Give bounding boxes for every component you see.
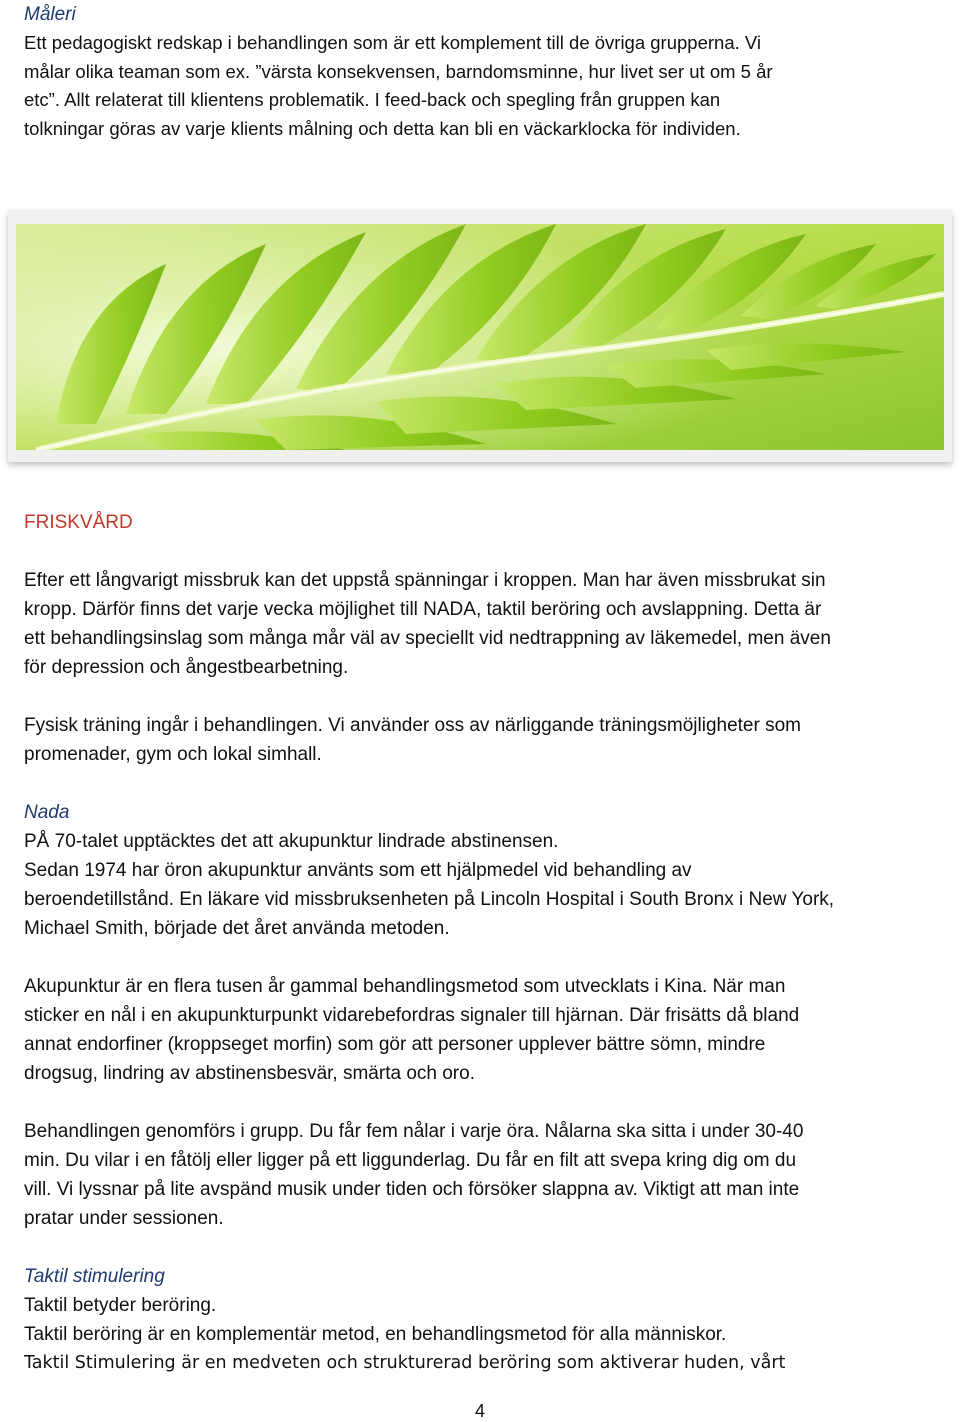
- friskvard-p1-line-3: ett behandlingsinslag som många mår väl av speciellt vid nedtrappning av läkemedel, men även: [24, 628, 831, 649]
- friskvard-heading: FRISKVÅRD: [24, 512, 133, 533]
- nada-p2-line-2: sticker en nål i en akupunkturpunkt vidarebefordras signaler till hjärnan. Där frisätts då bland: [24, 1005, 800, 1026]
- maleri-section: [24, 0, 773, 143]
- taktil-heading: Taktil stimulering: [24, 1266, 165, 1287]
- nada-p2-line-4: drogsug, lindring av abstinensbesvär, smärta och oro.: [24, 1063, 475, 1084]
- maleri-line-4: tolkningar göras av varje klients målning och detta kan bli en väckarklocka för individen.: [24, 117, 741, 139]
- friskvard-p1-line-1: Efter ett långvarigt missbruk kan det uppstå spänningar i kroppen. Man har även missbrukat sin: [24, 570, 826, 591]
- maleri-heading: Måleri: [24, 4, 76, 25]
- leaf-banner-image: [8, 210, 952, 462]
- nada-heading: Nada: [24, 802, 70, 823]
- taktil-line-2: Taktil beröring är en komplementär metod, en behandlingsmetod för alla människor.: [24, 1324, 727, 1345]
- nada-p1-line-3: beroendetillstånd. En läkare vid missbruksenheten på Lincoln Hospital i South Bronx i New York,: [24, 889, 835, 910]
- nada-p1-line-4: Michael Smith, började det året använda metoden.: [24, 918, 450, 939]
- page-number: 4: [474, 1401, 485, 1421]
- nada-p1-line-2: Sedan 1974 har öron akupunktur använts som ett hjälpmedel vid behandling av: [24, 860, 692, 881]
- maleri-line-1: Ett pedagogiskt redskap i behandlingen som är ett komplement till de övriga grupperna. Vi: [24, 32, 762, 53]
- nada-p1-line-1: PÅ 70-talet upptäcktes det att akupunktur lindrade abstinensen.: [24, 831, 559, 852]
- nada-p3-line-4: pratar under sessionen.: [24, 1208, 224, 1229]
- nada-p2-line-1: Akupunktur är en flera tusen år gammal behandlingsmetod som utvecklats i Kina. När man: [24, 976, 786, 997]
- nada-p3-line-3: vill. Vi lyssnar på lite avspänd musik under tiden och försöker slappna av. Viktigt att man inte: [24, 1179, 800, 1200]
- maleri-line-2: målar olika teaman som ex. ”värsta konsekvensen, barndomsminne, hur livet ser ut om 5 år: [24, 60, 773, 82]
- nada-p3-line-2: min. Du vilar i en fåtölj eller ligger på ett liggunderlag. Du får en filt att svepa kring dig om du: [24, 1150, 797, 1171]
- leaf-icon: [16, 224, 944, 450]
- nada-p2-line-3: annat endorfiner (kroppseget morfin) som gör att personer upplever bättre sömn, mindre: [24, 1034, 766, 1055]
- friskvard-p1-line-4: för depression och ångestbearbetning.: [24, 657, 349, 678]
- friskvard-p1-line-2: kropp. Därför finns det varje vecka möjlighet till NADA, taktil beröring och avslappning. Detta är: [24, 599, 822, 620]
- taktil-line-3: Taktil Stimulering är en medveten och strukturerad beröring som aktiverar huden, vårt: [24, 1353, 786, 1373]
- friskvard-p2-line-2: promenader, gym och lokal simhall.: [24, 744, 322, 765]
- maleri-line-3: etc”. Allt relaterat till klientens problematik. I feed-back och spegling från gruppen kan: [24, 89, 721, 110]
- friskvard-p2-line-1: Fysisk träning ingår i behandlingen. Vi använder oss av närliggande träningsmöjligheter som: [24, 715, 801, 736]
- taktil-line-1: Taktil betyder beröring.: [24, 1295, 217, 1316]
- nada-p3-line-1: Behandlingen genomförs i grupp. Du får fem nålar i varje öra. Nålarna ska sitta i under 30-40: [24, 1121, 804, 1142]
- friskvard-section: [24, 508, 834, 1378]
